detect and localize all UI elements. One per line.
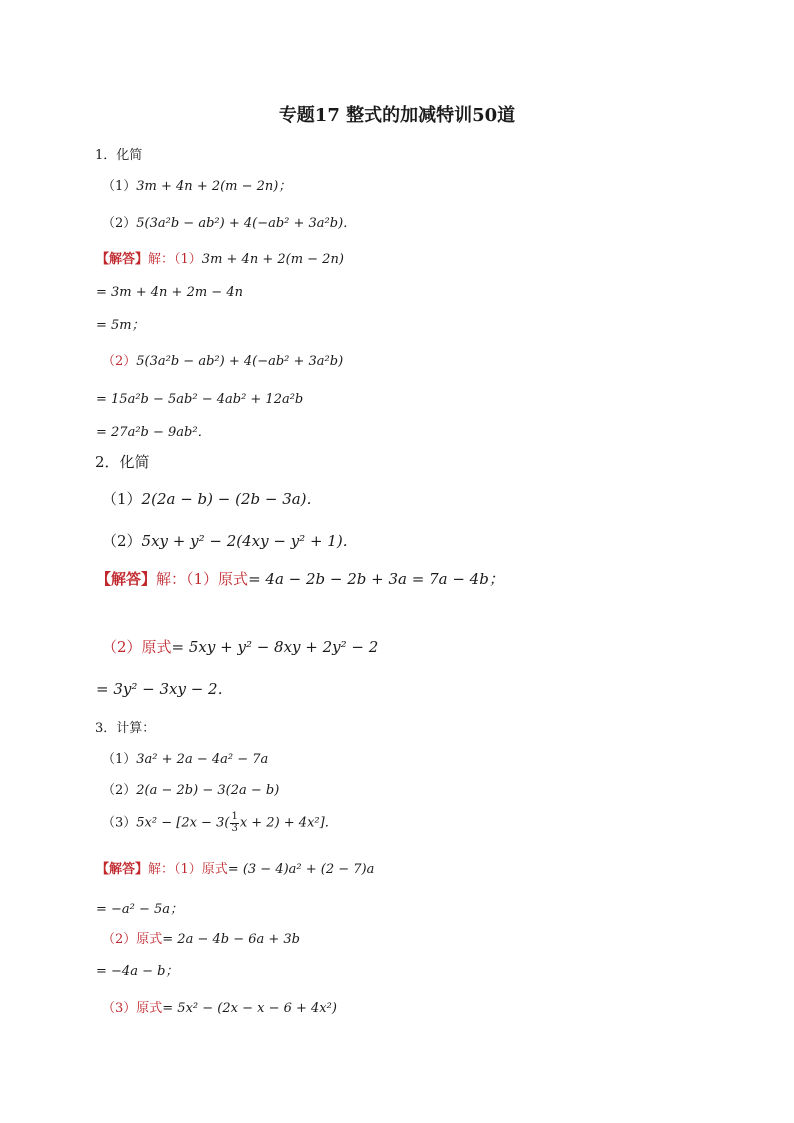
q3-part2-label: （2） <box>102 783 137 798</box>
q3-part3-expression-start: 5x² − [2x − 3( <box>136 815 230 831</box>
q2-answer1-expression: = 4a − 2b − 2b + 3a = 7a − 4b； <box>248 570 504 588</box>
q2-answer-tag: 【解答】 <box>96 570 157 588</box>
q3-answer-jie: 解：（1）原式 <box>148 862 228 877</box>
q3-part3-expression-end: x + 2) + 4x²]． <box>239 815 338 831</box>
q1-answer <box>96 253 344 266</box>
q1-answer1-expression: 3m + 4n + 2(m − 2n) <box>201 252 344 267</box>
q2-answer2 <box>102 640 378 655</box>
q1-answer-tag: 【解答】 <box>96 252 149 267</box>
q1-part1-expression: 3m + 4n + 2(m − 2n)； <box>136 179 292 194</box>
q1-answer-jie: 解：（1） <box>148 252 202 267</box>
q3-heading: 3．计算： <box>95 721 156 736</box>
page-title: 专题17 整式的加减特训50道 <box>278 105 516 126</box>
one-third-fraction <box>230 812 238 834</box>
q3-answer1-step1: = −a² − 5a； <box>96 902 184 917</box>
q1-answer1-step2: = 5m； <box>96 318 145 333</box>
q3-answer2-expression: = 2a − 4b − 6a + 3b <box>162 932 301 947</box>
q3-answer2-step1: = −4a − b； <box>96 964 179 979</box>
q2-part1 <box>102 492 322 507</box>
q1-answer2-expression: 5(3a²b − ab²) + 4(−ab² + 3a²b) <box>136 354 344 369</box>
q3-answer <box>96 863 374 876</box>
q2-part2-expression: 5xy + y² − 2(4xy − y² + 1)． <box>141 532 358 550</box>
q1-part1-label: （1） <box>102 179 137 194</box>
q2-part2 <box>102 534 358 549</box>
q3-answer3-label: （3）原式 <box>102 1001 163 1016</box>
q3-part3 <box>102 812 338 834</box>
q2-answer2-expression: = 5xy + y² − 8xy + 2y² − 2 <box>171 638 379 656</box>
fraction-numerator: 1 <box>231 811 238 822</box>
q3-part3-label: （3） <box>102 815 137 831</box>
q3-answer2-label: （2）原式 <box>102 932 163 947</box>
q3-answer-tag: 【解答】 <box>96 862 149 877</box>
q2-answer2-step1: = 3y² − 3xy − 2． <box>96 680 233 698</box>
q3-part1 <box>102 753 268 766</box>
q2-heading: 2．化简 <box>95 453 150 471</box>
fraction-denominator: 3 <box>231 822 238 834</box>
q2-answer-jie: 解：（1）原式 <box>156 570 249 588</box>
q3-answer3 <box>102 1002 337 1015</box>
q1-answer2-step2: = 27a²b − 9ab²． <box>96 425 211 440</box>
q2-answer2-label: （2）原式 <box>102 638 172 656</box>
q3-answer3-expression: = 5x² − (2x − x − 6 + 4x²) <box>162 1001 337 1016</box>
q2-answer <box>96 572 504 587</box>
q2-part1-label: （1） <box>102 490 142 508</box>
q2-part1-expression: 2(2a − b) − (2b − 3a)． <box>141 490 322 508</box>
q1-part2-expression: 5(3a²b − ab²) + 4(−ab² + 3a²b)． <box>136 216 357 231</box>
q3-part2 <box>102 784 279 797</box>
q1-part1 <box>102 180 291 193</box>
q2-part2-label: （2） <box>102 532 142 550</box>
q1-part2-label: （2） <box>102 216 137 231</box>
q3-part1-label: （1） <box>102 752 137 767</box>
q1-answer2-step1: = 15a²b − 5ab² − 4ab² + 12a²b <box>96 392 304 407</box>
q1-heading: 1．化简 <box>95 148 143 163</box>
q1-answer2-label: （2） <box>102 354 137 369</box>
q1-answer1-step1: = 3m + 4n + 2m − 4n <box>96 285 243 300</box>
q1-part2 <box>102 217 356 230</box>
q3-part1-expression: 3a² + 2a − 4a² − 7a <box>136 752 269 767</box>
q1-answer2 <box>102 355 343 368</box>
q3-part2-expression: 2(a − 2b) − 3(2a − b) <box>136 783 280 798</box>
q3-answer1-expression: = (3 − 4)a² + (2 − 7)a <box>227 862 375 877</box>
q3-answer2 <box>102 933 300 946</box>
